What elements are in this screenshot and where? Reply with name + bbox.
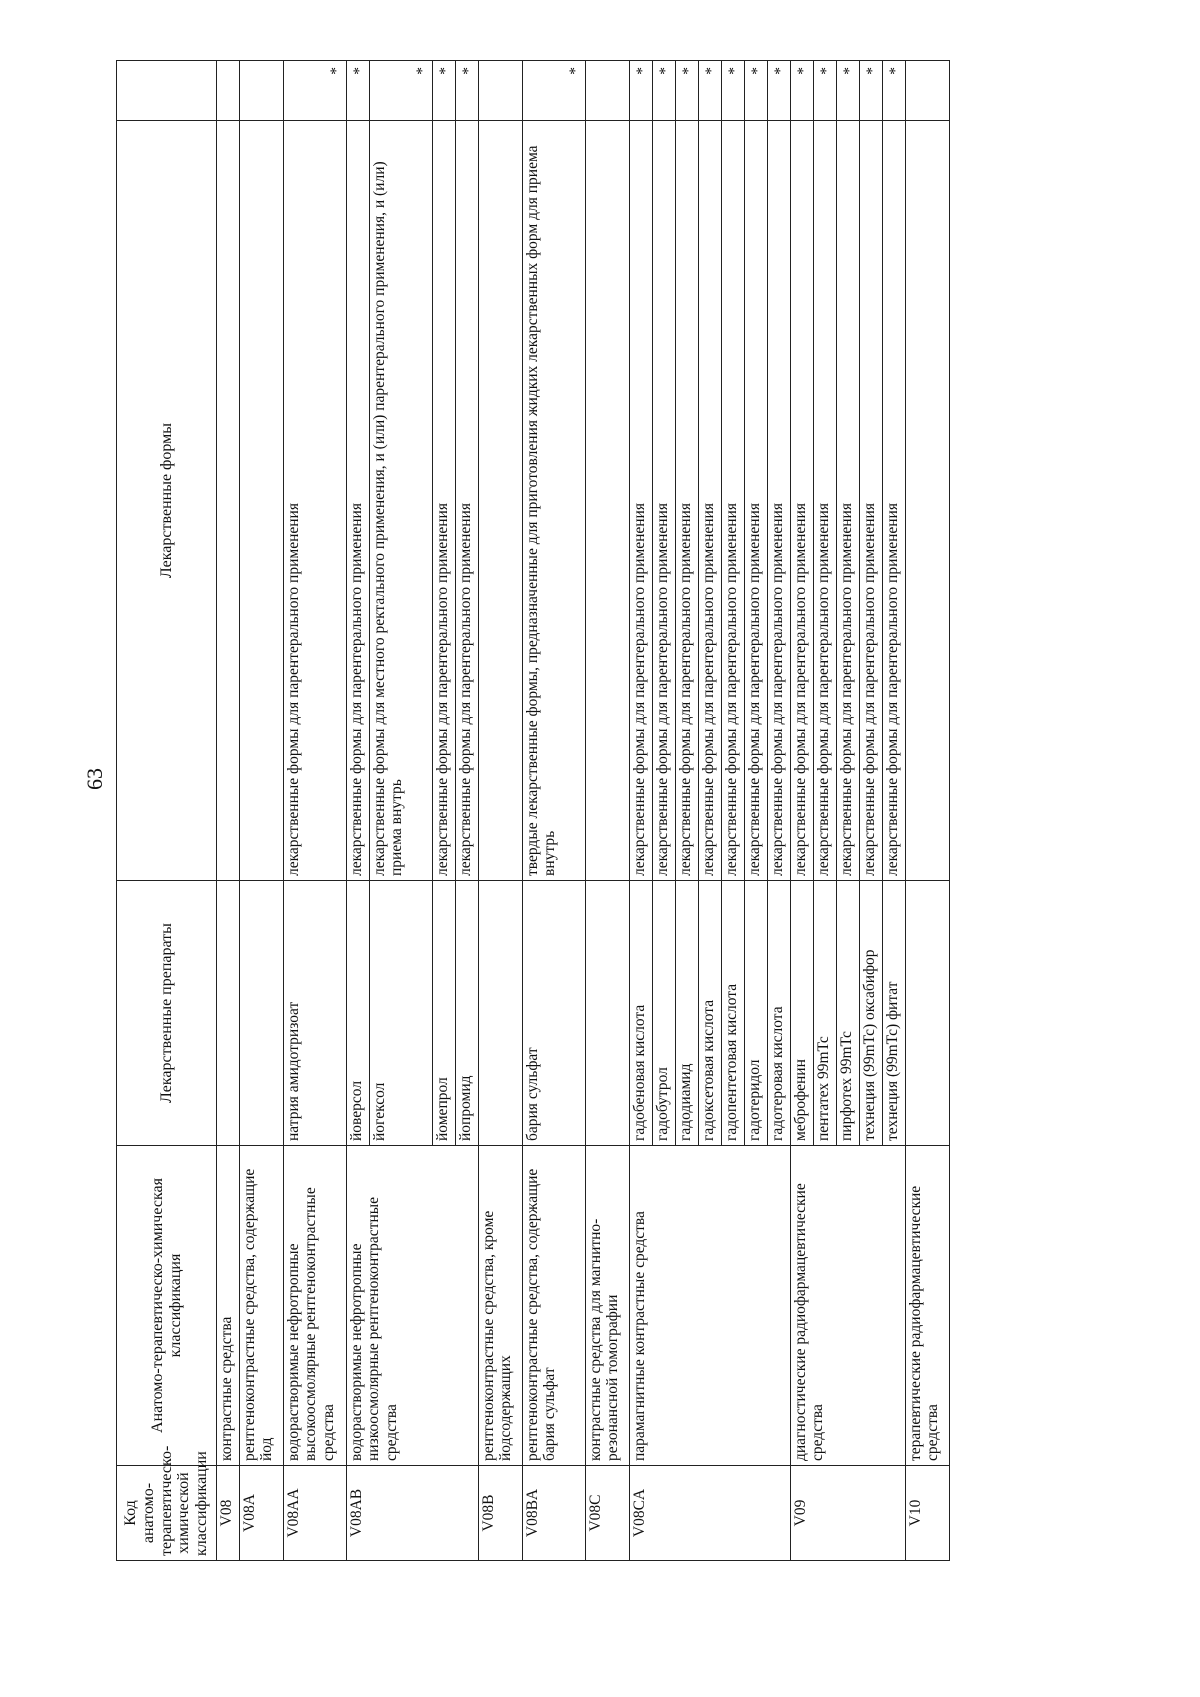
table-row — [479, 61, 523, 1561]
page-number: 63 — [82, 768, 107, 790]
row-mark: * — [630, 61, 653, 121]
row-drug: гадодиамид — [676, 881, 699, 1146]
row-form — [479, 121, 523, 881]
row-drug: пентатех 99mTc — [814, 881, 837, 1146]
table-row — [906, 61, 950, 1561]
row-code: V08AB — [347, 1466, 479, 1561]
row-code: V08AA — [284, 1466, 347, 1561]
row-code: V08C — [586, 1466, 630, 1561]
row-mark: * — [768, 61, 791, 121]
row-drug: йопромид — [456, 881, 479, 1146]
row-drug: технеция (99mTc) фитат — [883, 881, 906, 1146]
row-drug: йоверсол — [347, 881, 370, 1146]
header-mark — [117, 61, 217, 121]
row-form: лекарственные формы для парентерального применения — [456, 121, 479, 881]
row-drug: йомепрол — [433, 881, 456, 1146]
table-row — [284, 61, 347, 1561]
row-mark: * — [370, 61, 433, 121]
header-drugs: Лекарственные препараты — [117, 881, 217, 1146]
row-drug: йогексол — [370, 881, 433, 1146]
drug-classification-table — [116, 60, 950, 1561]
table-row — [523, 61, 586, 1561]
row-mark: * — [860, 61, 883, 121]
row-classification: парамагнитные контрастные средства — [630, 1146, 791, 1466]
row-mark: * — [456, 61, 479, 121]
row-classification: водорастворимые нефротропные низкоосмолярные рентгеноконтрастные средства — [347, 1146, 479, 1466]
row-form: лекарственные формы для местного ректального применения, и (или) парентерального применения, и (или) приема внутрь — [370, 121, 433, 881]
row-drug: гадопентетовая кислота — [722, 881, 745, 1146]
row-form: лекарственные формы для парентерального применения — [630, 121, 653, 881]
table-row — [217, 61, 240, 1561]
header-code: Код анатомо-терапевтическо-химической классификации — [117, 1466, 217, 1561]
row-drug — [240, 881, 284, 1146]
row-mark: * — [837, 61, 860, 121]
row-classification: диагностические радиофармацевтические средства — [791, 1146, 906, 1466]
row-mark — [479, 61, 523, 121]
row-code: V08 — [217, 1466, 240, 1561]
row-form: лекарственные формы для парентерального применения — [883, 121, 906, 881]
row-classification: рентгеноконтрастные средства, кроме йодсодержащих — [479, 1146, 523, 1466]
row-drug: гадобутрол — [653, 881, 676, 1146]
row-code: V08B — [479, 1466, 523, 1561]
row-mark: * — [883, 61, 906, 121]
row-form: лекарственные формы для парентерального применения — [653, 121, 676, 881]
row-drug: гадобеновая кислота — [630, 881, 653, 1146]
row-classification: контрастные средства для магнитно-резонансной томографии — [586, 1146, 630, 1466]
row-form: лекарственные формы для парентерального применения — [699, 121, 722, 881]
header-classification: Анатомо-терапевтическо-химическая классификация — [117, 1146, 217, 1466]
row-drug: гадотеровая кислота — [768, 881, 791, 1146]
row-form — [240, 121, 284, 881]
row-mark — [906, 61, 950, 121]
row-form: лекарственные формы для парентерального применения — [791, 121, 814, 881]
table-row — [240, 61, 284, 1561]
row-drug: бария сульфат — [523, 881, 586, 1146]
row-form — [217, 121, 240, 881]
row-form: лекарственные формы для парентерального применения — [284, 121, 347, 881]
row-drug: натрия амидотризоат — [284, 881, 347, 1146]
row-drug: меброфенин — [791, 881, 814, 1146]
row-drug — [217, 881, 240, 1146]
row-form: лекарственные формы для парентерального применения — [837, 121, 860, 881]
row-drug — [586, 881, 630, 1146]
row-mark: * — [699, 61, 722, 121]
row-classification: терапевтические радиофармацевтические средства — [906, 1146, 950, 1466]
table-row — [630, 61, 653, 1561]
row-code: V08A — [240, 1466, 284, 1561]
row-drug: гадоксетовая кислота — [699, 881, 722, 1146]
row-classification: рентгеноконтрастные средства, содержащие йод — [240, 1146, 284, 1466]
header-row — [117, 61, 217, 1561]
row-mark — [217, 61, 240, 121]
row-mark: * — [523, 61, 586, 121]
row-mark: * — [722, 61, 745, 121]
row-form — [906, 121, 950, 881]
row-form — [586, 121, 630, 881]
row-classification: контрастные средства — [217, 1146, 240, 1466]
row-code: V10 — [906, 1466, 950, 1561]
row-form: лекарственные формы для парентерального применения — [676, 121, 699, 881]
row-form: лекарственные формы для парентерального применения — [768, 121, 791, 881]
row-classification: водорастворимые нефротропные высокоосмолярные рентгеноконтрастные средства — [284, 1146, 347, 1466]
row-code: V09 — [791, 1466, 906, 1561]
row-mark: * — [284, 61, 347, 121]
row-drug — [479, 881, 523, 1146]
header-forms: Лекарственные формы — [117, 121, 217, 881]
row-form: твердые лекарственные формы, предназначенные для приготовления жидких лекарственных форм для приема внутрь — [523, 121, 586, 881]
row-mark — [240, 61, 284, 121]
row-mark: * — [676, 61, 699, 121]
row-mark: * — [791, 61, 814, 121]
row-code: V08BA — [523, 1466, 586, 1561]
row-mark: * — [653, 61, 676, 121]
rotated-table-wrapper — [116, 61, 1036, 1561]
row-form: лекарственные формы для парентерального применения — [860, 121, 883, 881]
row-drug: технеция (99mTc) оксабифор — [860, 881, 883, 1146]
table-row — [791, 61, 814, 1561]
row-form: лекарственные формы для парентерального применения — [433, 121, 456, 881]
row-mark — [586, 61, 630, 121]
row-classification: рентгеноконтрастные средства, содержащие бария сульфат — [523, 1146, 586, 1466]
table-row — [347, 61, 370, 1561]
row-mark: * — [347, 61, 370, 121]
row-mark: * — [814, 61, 837, 121]
row-code: V08CA — [630, 1466, 791, 1561]
row-drug: гадотеридол — [745, 881, 768, 1146]
row-form: лекарственные формы для парентерального применения — [814, 121, 837, 881]
row-form: лекарственные формы для парентерального применения — [745, 121, 768, 881]
row-drug: пирфотех 99mTc — [837, 881, 860, 1146]
row-form: лекарственные формы для парентерального применения — [722, 121, 745, 881]
row-mark: * — [745, 61, 768, 121]
row-drug — [906, 881, 950, 1146]
table-row — [586, 61, 630, 1561]
row-form: лекарственные формы для парентерального применения — [347, 121, 370, 881]
row-mark: * — [433, 61, 456, 121]
